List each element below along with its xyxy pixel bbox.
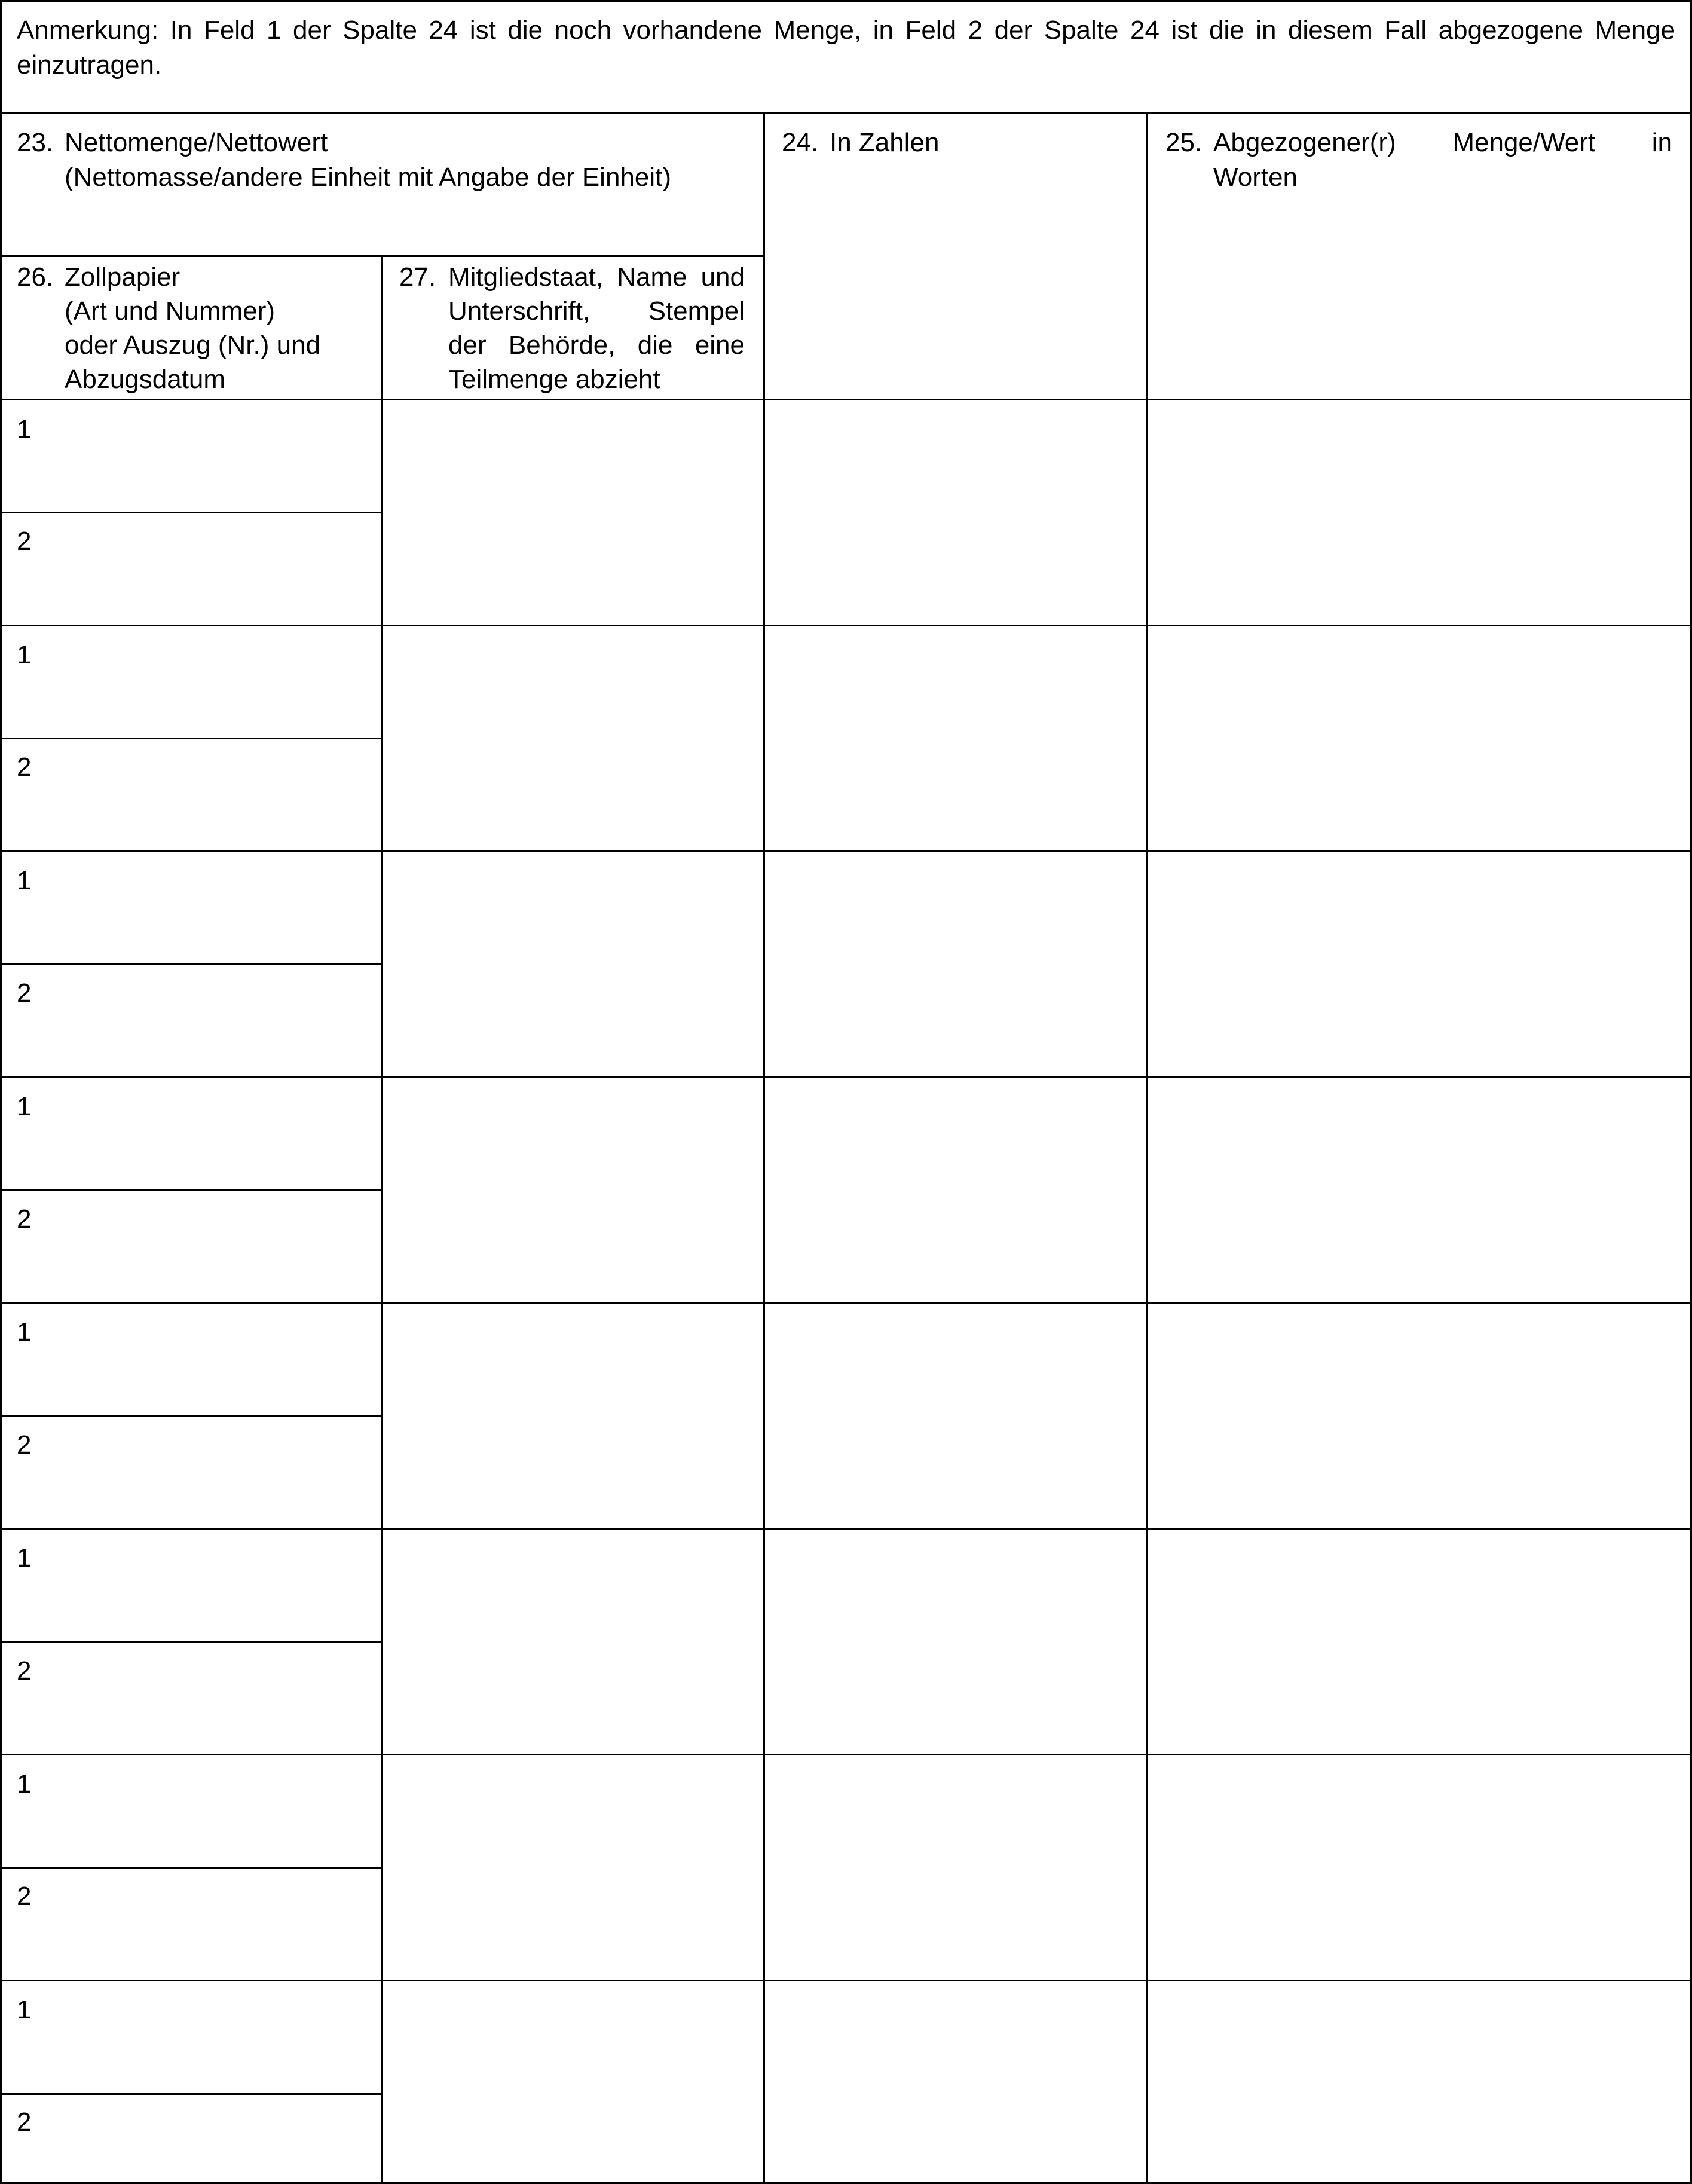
row-4-field-1: 1 bbox=[17, 1092, 32, 1121]
row-3-field-2: 2 bbox=[17, 978, 32, 1008]
sub-divider-1 bbox=[0, 512, 383, 513]
row-8-field-1: 1 bbox=[17, 1995, 32, 2024]
row-divider-2 bbox=[0, 850, 1692, 852]
header-26-number: 26. bbox=[17, 262, 54, 292]
header-23-number: 23. bbox=[17, 128, 54, 157]
sub-divider-3 bbox=[0, 963, 383, 965]
header-26-line1: Zollpapier bbox=[65, 262, 180, 292]
row-7-field-1: 1 bbox=[17, 1769, 32, 1798]
row-1-field-2: 2 bbox=[17, 527, 32, 556]
col-divider-1 bbox=[381, 255, 383, 2184]
header-24-line1: In Zahlen bbox=[830, 128, 940, 157]
header-27-line3: der Behörde, die eine bbox=[448, 331, 745, 360]
header-27-line1: Mitgliedstaat, Name und bbox=[448, 262, 745, 292]
border-top bbox=[0, 0, 1692, 2]
row-divider-7 bbox=[0, 1980, 1692, 1981]
sub-divider-6 bbox=[0, 1641, 383, 1643]
header-26-line4: Abzugsdatum bbox=[65, 365, 226, 394]
col-divider-3 bbox=[1146, 112, 1148, 2184]
row-divider-5 bbox=[0, 1528, 1692, 1530]
header-24-number: 24. bbox=[782, 128, 819, 157]
header-25-line1: Abgezogener(r) Menge/Wert in bbox=[1213, 128, 1672, 157]
header-27-number: 27. bbox=[399, 262, 436, 292]
col-divider-2 bbox=[763, 112, 765, 2184]
header-25-number: 25. bbox=[1165, 128, 1203, 157]
row-6-field-1: 1 bbox=[17, 1543, 32, 1573]
row-2-field-2: 2 bbox=[17, 753, 32, 782]
header-26-line3: oder Auszug (Nr.) und bbox=[65, 331, 321, 360]
divider-headers bbox=[0, 399, 1692, 400]
row-5-field-1: 1 bbox=[17, 1317, 32, 1347]
sub-divider-8 bbox=[0, 2093, 383, 2095]
header-25-line2: Worten bbox=[1213, 163, 1298, 192]
header-27-line4: Teilmenge abzieht bbox=[448, 365, 660, 394]
sub-divider-5 bbox=[0, 1415, 383, 1417]
row-divider-6 bbox=[0, 1754, 1692, 1755]
row-divider-3 bbox=[0, 1076, 1692, 1078]
row-divider-1 bbox=[0, 625, 1692, 626]
header-23-line2: (Nettomasse/andere Einheit mit Angabe der Einheit) bbox=[65, 163, 672, 192]
sub-divider-4 bbox=[0, 1189, 383, 1191]
row-4-field-2: 2 bbox=[17, 1204, 32, 1234]
header-27-line2: Unterschrift, Stempel bbox=[448, 296, 745, 326]
row-5-field-2: 2 bbox=[17, 1430, 32, 1460]
row-2-field-1: 1 bbox=[17, 640, 32, 669]
sub-divider-7 bbox=[0, 1867, 383, 1869]
row-divider-4 bbox=[0, 1302, 1692, 1304]
row-3-field-1: 1 bbox=[17, 866, 32, 895]
divider-note bbox=[0, 112, 1692, 114]
border-left bbox=[0, 0, 2, 2184]
header-26-line2: (Art und Nummer) bbox=[65, 296, 276, 326]
sub-divider-2 bbox=[0, 738, 383, 739]
row-7-field-2: 2 bbox=[17, 1882, 32, 1911]
form-note: Anmerkung: In Feld 1 der Spalte 24 ist die noch vorhandene Menge, in Feld 2 der Spalte 24 ist die in diesem Fall abgezogene Menge einzutragen. bbox=[17, 16, 1675, 79]
header-23-line1: Nettomenge/Nettowert bbox=[65, 128, 328, 157]
row-8-field-2: 2 bbox=[17, 2107, 32, 2137]
row-1-field-1: 1 bbox=[17, 415, 32, 444]
row-6-field-2: 2 bbox=[17, 1656, 32, 1686]
